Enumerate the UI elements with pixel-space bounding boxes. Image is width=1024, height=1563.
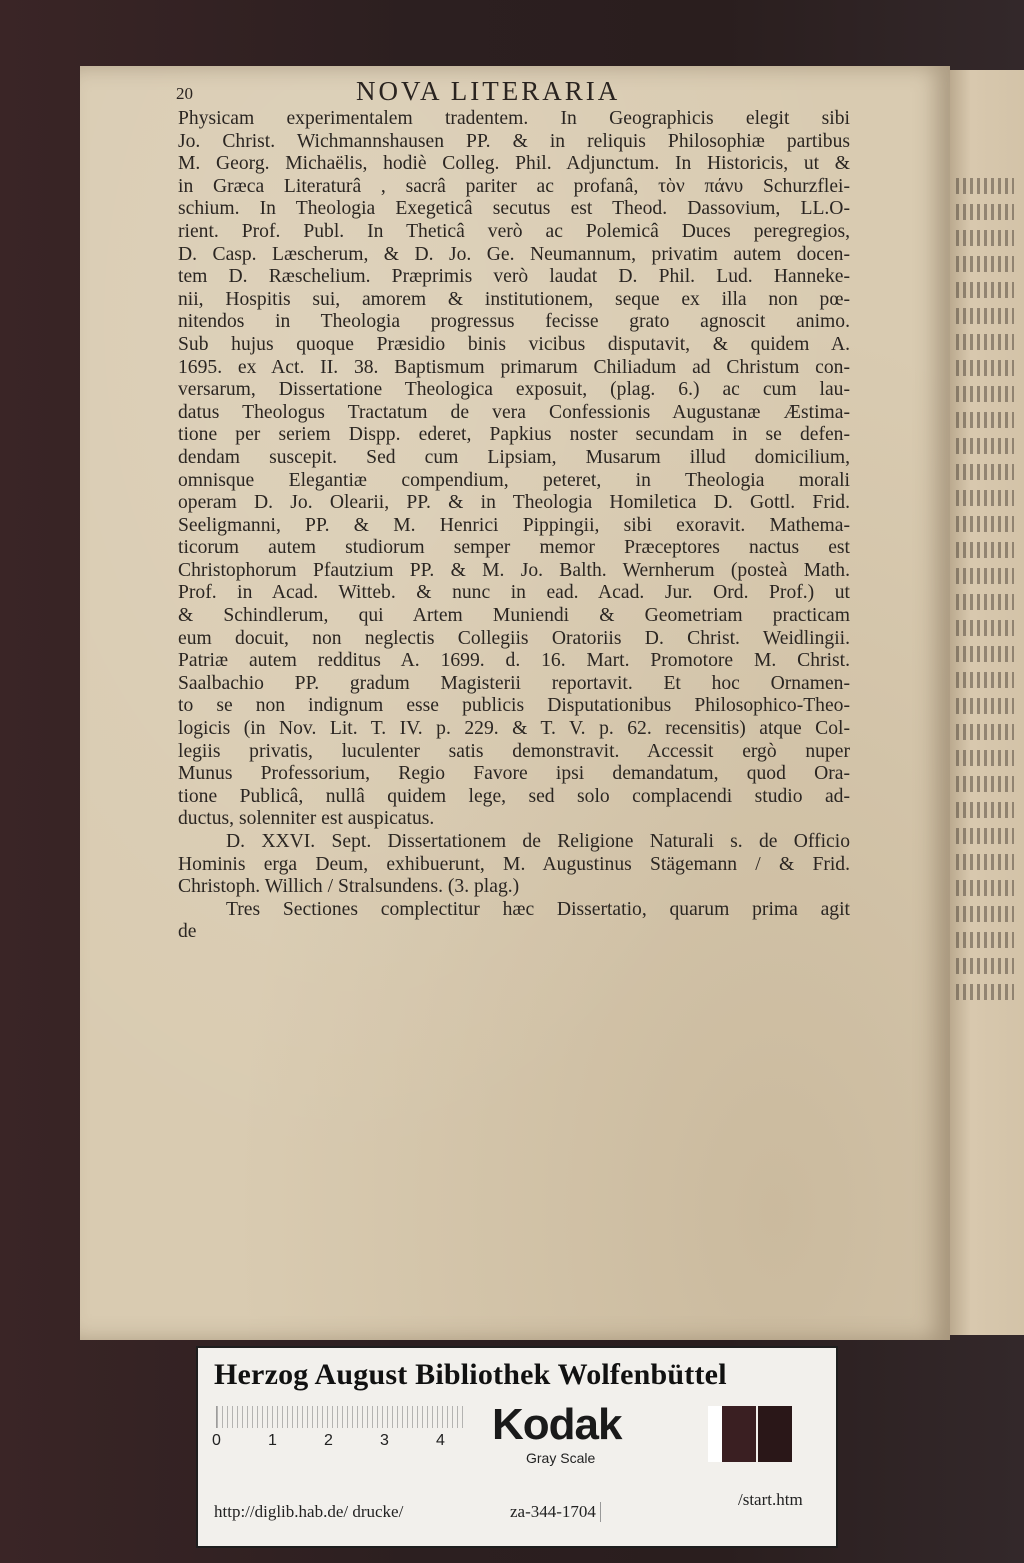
- text-line: dendam suscepit. Sed cum Lipsiam, Musarum illud domicilium,: [178, 446, 850, 468]
- text-line: M. Georg. Michaëlis, hodiè Colleg. Phil. Adjunctum. In Historicis, ut &: [178, 153, 850, 175]
- running-title: NOVA LITERARIA: [356, 76, 621, 106]
- text-line: operam D. Jo. Olearii, PP. & in Theologia Homiletica D. Gottl. Frid.: [178, 492, 850, 514]
- page-header: [176, 76, 876, 110]
- text-line: legiis privatis, luculenter satis demonstravit. Accessit ergò nuper: [178, 740, 850, 762]
- source-url: http://diglib.hab.de/ drucke/: [214, 1502, 404, 1521]
- text-line: to se non indignum esse publicis Disputationibus Philosophico-Theo-: [178, 695, 850, 717]
- text-line: ductus, solenniter est auspicatus.: [178, 808, 435, 830]
- text-line: 1695. ex Act. II. 38. Baptismum primarum Chiliadum ad Christum con-: [178, 356, 850, 378]
- text-line: Seeligmanni, PP. & M. Henrici Pippingii, sibi exoravit. Mathema-: [178, 514, 850, 536]
- text-line: Sub hujus quoque Præsidio binis vicibus disputavit, & quidem A.: [178, 333, 850, 355]
- page-number: 20: [176, 84, 193, 103]
- ruler-numbers: [212, 1432, 482, 1452]
- scan-label-card: [196, 1346, 838, 1490]
- text-line: logicis (in Nov. Lit. T. IV. p. 229. & T. V. p. 62. recensitis) atque Col-: [178, 718, 850, 740]
- text-line: Prof. in Acad. Witteb. & nunc in ead. Acad. Jur. Ord. Prof.) ut: [178, 582, 850, 604]
- dark-swatch: [722, 1406, 756, 1462]
- catchword: de: [178, 921, 197, 943]
- shelfmark-code: za-344-1704: [510, 1502, 601, 1522]
- text-line: & Schindlerum, qui Artem Muniendi & Geometriam practicam: [178, 605, 850, 627]
- text-line: schium. In Theologia Exegeticâ secutus est Theod. Dassovium, LL.O-: [178, 198, 850, 220]
- text-line: Christoph. Willich / Stralsundens. (3. plag.): [178, 876, 520, 898]
- text-line: in Græca Literaturâ , sacrâ pariter ac profanâ, τὸν πάνυ Schurzflei-: [178, 175, 850, 197]
- text-line: nitendos in Theologia progressus fecisse grato agnoscit animo.: [178, 311, 850, 333]
- scan-label-footer: [196, 1486, 838, 1548]
- ruler-number: 0: [212, 1432, 221, 1449]
- text-line: Hominis erga Deum, exhibuerunt, M. Augustinus Stägemann / & Frid.: [178, 853, 850, 875]
- text-line: tem D. Ræschelium. Præprimis verò laudat D. Phil. Lud. Hanneke-: [178, 266, 850, 288]
- text-line: Munus Professorium, Regio Favore ipsi demandatum, quod Ora-: [178, 763, 850, 785]
- scale-ruler: [216, 1406, 467, 1428]
- ruler-number: 4: [436, 1432, 445, 1449]
- adjacent-page-edge: [948, 70, 1024, 1335]
- text-line: nii, Hospitis sui, amorem & institutionem, seque ex illa non pœ-: [178, 288, 850, 310]
- text-line: D. Casp. Læscherum, & D. Jo. Ge. Neumannum, privatim autem docen-: [178, 243, 850, 265]
- library-name: Herzog August Bibliothek Wolfenbüttel: [214, 1358, 727, 1391]
- ruler-number: 1: [268, 1432, 277, 1449]
- text-line: Tres Sectiones complectitur hæc Dissertatio, quarum prima agit: [226, 898, 850, 920]
- text-line: Saalbachio PP. gradum Magisterii reportavit. Et hoc Ornamen-: [178, 672, 850, 694]
- text-line: ticorum autem studiorum semper memor Præceptores nactus est: [178, 537, 850, 559]
- text-line: rient. Prof. Publ. In Theticâ verò ac Polemicâ Duces peregregios,: [178, 220, 850, 242]
- text-line: tione Publicâ, nullâ quidem lege, sed solo complacendi studio ad-: [178, 785, 850, 807]
- text-line: versarum, Dissertatione Theologica exposuit, (plag. 6.) ac cum lau-: [178, 379, 850, 401]
- ruler-number: 3: [380, 1432, 389, 1449]
- text-line: Jo. Christ. Wichmannshausen PP. & in reliquis Philosophiæ partibus: [178, 130, 850, 152]
- text-line: Physicam experimentalem tradentem. In Geographicis elegit sibi: [178, 108, 850, 129]
- ruler-number: 2: [324, 1432, 333, 1449]
- text-line: Patriæ autem redditus A. 1699. d. 16. Mart. Promotore M. Christ.: [178, 650, 850, 672]
- text-line: datus Theologus Tractatum de vera Confessionis Augustanæ Æstima-: [178, 401, 850, 423]
- black-swatch: [758, 1406, 792, 1462]
- text-line: D. XXVI. Sept. Dissertationem de Religione Naturali s. de Officio: [226, 831, 850, 852]
- text-line: tione per seriem Dispp. ederet, Papkius noster secundam in se defen-: [178, 424, 850, 446]
- body-text: [178, 108, 850, 944]
- kodak-logo: Kodak: [492, 1400, 622, 1449]
- text-line: eum docuit, non neglectis Collegiis Oratoriis D. Christ. Weidlingii.: [178, 627, 850, 649]
- gray-scale-label: Gray Scale: [526, 1450, 596, 1466]
- text-line: omnisque Elegantiæ compendium, peteret, in Theologia morali: [178, 469, 850, 491]
- start-path: /start.htm: [738, 1490, 803, 1509]
- text-line: Christophorum Pfautzium PP. & M. Jo. Balth. Wernherum (posteà Math.: [178, 559, 850, 581]
